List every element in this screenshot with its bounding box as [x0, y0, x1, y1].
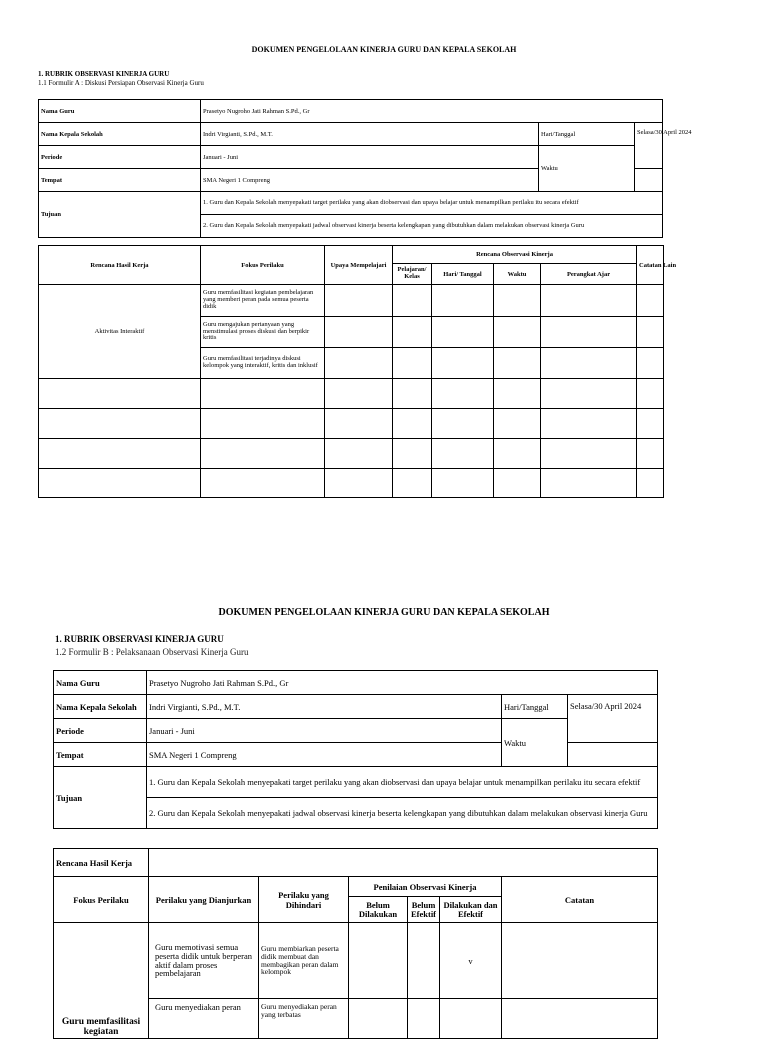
empty-row: [39, 469, 664, 498]
identity-table: [38, 99, 692, 238]
nama-guru-label: Nama Guru: [54, 671, 147, 695]
tempat-label: Tempat: [39, 169, 201, 192]
fokus-item-1: Guru memfasilitasi kegiatan pembelajaran yang memberi peran pada semua peserta didik: [201, 285, 325, 317]
anjur-item-2: Guru menyediakan peran: [149, 999, 259, 1039]
nama-guru-value: Prasetyo Nugroho Jati Rahman S.Pd., Gr: [201, 100, 663, 123]
col-perilaku-dihindari: Perilaku yang Dihindari: [259, 877, 349, 923]
col-fokus-perilaku: Fokus Perilaku: [201, 246, 325, 285]
col-rencana-hasil-kerja: Rencana Hasil Kerja: [39, 246, 201, 285]
kepsek-label: Nama Kepala Sekolah: [54, 695, 147, 719]
col-hari-tanggal: Hari/ Tanggal: [432, 264, 494, 285]
col-catatan-lain: Catatan Lain: [637, 246, 664, 285]
tujuan-label: Tujuan: [39, 192, 201, 238]
subsection-heading: 1.1 Formulir A : Diskusi Persiapan Observasi Kinerja Guru: [38, 79, 204, 87]
rhk-value: [149, 849, 658, 877]
hari-label: Hari/Tanggal: [502, 695, 568, 719]
col-belum-dilakukan: Belum Dilakukan: [349, 897, 408, 923]
document-title: DOKUMEN PENGELOLAAN KINERJA GURU DAN KEPALA SEKOLAH: [218, 607, 550, 618]
empty-row: [39, 409, 664, 439]
col-penilaian-observasi: Penilaian Observasi Kinerja: [349, 877, 502, 897]
waktu-value: [568, 743, 658, 767]
empty-row: [39, 439, 664, 469]
col-perilaku-dianjurkan: Perilaku yang Dianjurkan: [149, 877, 259, 923]
hari-value: Selasa/30 April 2024: [568, 695, 658, 743]
fokus-item-1: Guru memfasilitasi kegiatan: [54, 923, 149, 1039]
waktu-value: [635, 169, 663, 192]
col-catatan: Catatan: [502, 877, 658, 923]
col-upaya-mempelajari: Upaya Mempelajari: [325, 246, 393, 285]
nama-guru-value: Prasetyo Nugroho Jati Rahman S.Pd., Gr: [147, 671, 658, 695]
col-dilakukan-efektif: Dilakukan dan Efektif: [440, 897, 502, 923]
fokus-item-3: Guru memfasilitasi terjadinya diskusi kelompok yang interaktif, kritis dan inklusif: [201, 348, 325, 379]
tempat-value: SMA Negeri 1 Compreng: [201, 169, 539, 192]
col-perangkat-ajar: Perangkat Ajar: [541, 264, 637, 285]
periode-label: Periode: [54, 719, 147, 743]
observation-plan-table: [38, 245, 677, 498]
periode-label: Periode: [39, 146, 201, 169]
observation-table: [53, 848, 658, 1039]
periode-value: Januari - Juni: [147, 719, 502, 743]
anjur-item-1: Guru memotivasi semua peserta didik untuk berperan aktif dalam proses pembelajaran: [149, 923, 259, 999]
document-title: DOKUMEN PENGELOLAAN KINERJA GURU DAN KEPALA SEKOLAH: [251, 45, 517, 54]
col-pelajaran-kelas: Pelajaran/ Kelas: [393, 264, 432, 285]
col-rencana-observasi: Rencana Observasi Kinerja: [393, 246, 637, 264]
section-heading: 1. RUBRIK OBSERVASI KINERJA GURU: [38, 70, 170, 78]
hindari-item-1: Guru membiarkan peserta didik membuat dan membagikan peran dalam kelompok: [259, 923, 349, 999]
waktu-label: Waktu: [539, 146, 635, 192]
col-waktu: Waktu: [494, 264, 541, 285]
col-belum-efektif: Belum Efektif: [408, 897, 440, 923]
hindari-item-2: Guru menyediakan peran yang terbatas: [259, 999, 349, 1039]
periode-value: Januari - Juni: [201, 146, 539, 169]
section-heading: 1. RUBRIK OBSERVASI KINERJA GURU: [55, 634, 224, 644]
empty-row: [39, 379, 664, 409]
tempat-value: SMA Negeri 1 Compreng: [147, 743, 502, 767]
tujuan-item-2: 2. Guru dan Kepala Sekolah menyepakati jadwal observasi kinerja beserta kelengkapan yang dibutuhkan dalam melakukan observasi kinerja Guru: [201, 215, 663, 238]
rhk-label: Rencana Hasil Kerja: [54, 849, 149, 877]
identity-table: [53, 670, 658, 829]
kepsek-value: Indri Virgianti, S.Pd., M.T.: [147, 695, 502, 719]
kepsek-value: Indri Virgianti, S.Pd., M.T.: [201, 123, 539, 146]
subsection-heading: 1.2 Formulir B : Pelaksanaan Observasi Kinerja Guru: [55, 647, 249, 657]
tujuan-item-2: 2. Guru dan Kepala Sekolah menyepakati jadwal observasi kinerja beserta kelengkapan yang dibutuhkan dalam melakukan observasi kinerja Guru: [147, 798, 658, 829]
tujuan-label: Tujuan: [54, 767, 147, 829]
tujuan-item-1: 1. Guru dan Kepala Sekolah menyepakati target perilaku yang akan diobservasi dan upaya belajar untuk menampilkan perilaku itu secara efektif: [147, 767, 658, 798]
col-fokus-perilaku: Fokus Perilaku: [54, 877, 149, 923]
kepsek-label: Nama Kepala Sekolah: [39, 123, 201, 146]
tempat-label: Tempat: [54, 743, 147, 767]
rhk-aktivitas-interaktif: Aktivitas Interaktif: [39, 285, 201, 379]
fokus-item-2: Guru mengajukan pertanyaan yang menstimulasi proses diskusi dan berpikir kritis: [201, 317, 325, 348]
hari-label: Hari/Tanggal: [539, 123, 635, 146]
penilaian-mark: v: [440, 923, 502, 999]
tujuan-item-1: 1. Guru dan Kepala Sekolah menyepakati target perilaku yang akan diobservasi dan upaya belajar untuk menampilkan perilaku itu secara efektif: [201, 192, 663, 215]
nama-guru-label: Nama Guru: [39, 100, 201, 123]
hari-value: Selasa/30 April 2024: [635, 123, 663, 169]
waktu-label: Waktu: [502, 719, 568, 767]
